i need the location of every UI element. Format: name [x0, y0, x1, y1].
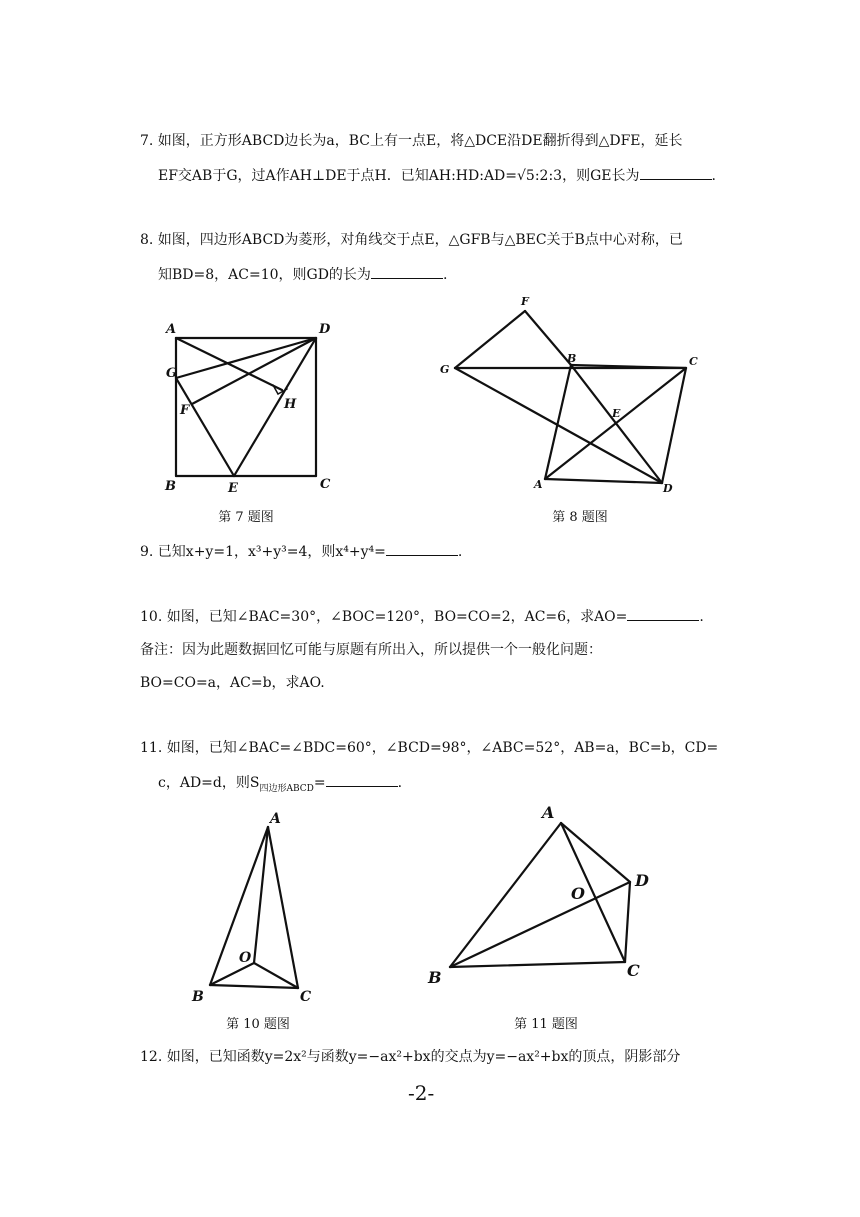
- label-f: F: [180, 403, 190, 418]
- label-g: G: [166, 366, 178, 381]
- label-a: A: [270, 811, 281, 827]
- q10-note2: BO=CO=a，AC=b，求AO.: [140, 675, 325, 691]
- fig11-caption: 第 11 题图: [514, 1017, 578, 1032]
- label-a: A: [534, 478, 543, 491]
- q12-line: 12. 如图，已知函数y=2x²与函数y=−ax²+bx的交点为y=−ax²+bx的顶点，阴影部分: [140, 1049, 681, 1065]
- q10-line1: 10. 如图，已知∠BAC=30°，∠BOC=120°，BO=CO=2，AC=6，求AO= .: [140, 606, 704, 627]
- label-b: B: [428, 968, 442, 987]
- fig7-caption: 第 7 题图: [218, 510, 274, 525]
- label-d: D: [319, 322, 331, 337]
- q9-line: 9. 已知x+y=1，x³+y³=4，则x⁴+y⁴= .: [140, 541, 462, 562]
- label-o: O: [571, 884, 585, 903]
- label-a: A: [542, 803, 555, 822]
- label-d: D: [635, 871, 649, 890]
- q11-line1: 11. 如图，已知∠BAC=∠BDC=60°，∠BCD=98°，∠ABC=52°，AB=a，BC=b，CD=: [140, 740, 719, 756]
- q8-line1: 8. 如图，四边形ABCD为菱形，对角线交于点E，△GFB与△BEC关于B点中心对称，已: [140, 232, 683, 248]
- q7-line1: 7. 如图，正方形ABCD边长为a，BC上有一点E，将△DCE沿DE翻折得到△DFE，延长: [140, 133, 683, 149]
- fig10-caption: 第 10 题图: [226, 1017, 290, 1032]
- label-e: E: [228, 481, 238, 496]
- fig8-caption: 第 8 题图: [552, 510, 608, 525]
- label-c: C: [689, 355, 698, 368]
- label-a: A: [166, 322, 177, 337]
- label-f: F: [521, 295, 529, 308]
- label-c: C: [300, 989, 312, 1005]
- label-b: B: [192, 989, 204, 1005]
- label-c: C: [627, 961, 640, 980]
- label-h: H: [284, 397, 297, 412]
- label-o: O: [239, 950, 252, 966]
- label-b: B: [165, 479, 176, 494]
- q8-line2: 知BD=8，AC=10，则GD的长为 .: [158, 264, 447, 285]
- label-d: D: [663, 482, 673, 495]
- q10-note1: 备注：因为此题数据回忆可能与原题有所出入，所以提供一个一般化问题：: [140, 642, 602, 658]
- label-b: B: [567, 352, 577, 365]
- q7-line2: EF交AB于G，过A作AH⊥DE于点H．已知AH:HD:AD=√5:2:3，则GE长为 .: [158, 165, 716, 186]
- label-c: C: [320, 477, 331, 492]
- label-g: G: [440, 363, 450, 376]
- q11-line2: c，AD=d，则$S_{四边形ABCD}=$ .: [158, 772, 402, 799]
- label-e: E: [612, 407, 621, 420]
- page-number: -2-: [408, 1081, 435, 1105]
